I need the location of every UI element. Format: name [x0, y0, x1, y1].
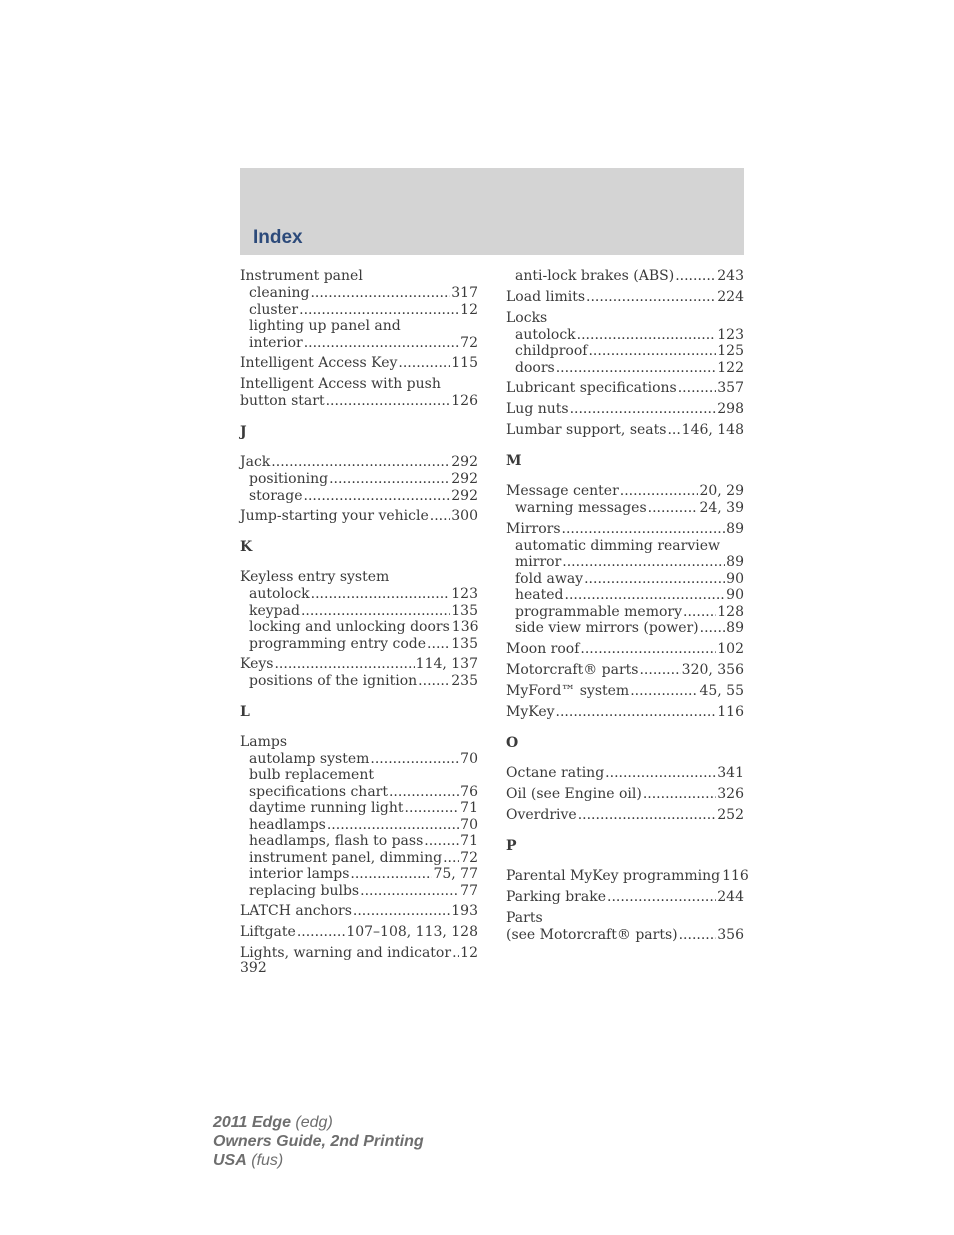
dot-leader: [678, 380, 717, 397]
dot-leader: [327, 817, 459, 834]
dot-leader: [605, 765, 716, 782]
index-page-ref: 12: [460, 945, 478, 961]
index-column-left: [240, 268, 478, 962]
index-entry-label: Intelligent Access Key: [240, 355, 398, 371]
index-page-ref: 292: [451, 471, 478, 487]
index-entry: [506, 867, 749, 885]
index-entry-label: lighting up panel and: [249, 318, 401, 334]
index-page-ref: 20, 29: [699, 483, 744, 499]
index-subentry: [240, 784, 478, 801]
index-letter-heading: K: [240, 539, 253, 555]
footer-model-code: (edg): [295, 1114, 333, 1131]
index-subentry: [240, 673, 478, 690]
index-letter-heading: J: [240, 424, 247, 440]
dot-leader: [562, 521, 726, 538]
index-entry-label: fold away: [515, 570, 584, 587]
index-entry-label: Message center: [506, 483, 619, 499]
index-entry-label: interior: [249, 334, 303, 351]
footer-line-2: [213, 1132, 424, 1151]
index-subentry: [240, 636, 478, 653]
index-entry-label: headlamps, flash to pass: [249, 833, 424, 849]
dot-leader: [353, 903, 450, 920]
footer-line-1: [213, 1113, 424, 1132]
index-page-ref: 102: [717, 640, 744, 657]
index-page-ref: 70: [460, 816, 478, 833]
index-entry-label: button start: [240, 393, 325, 409]
dot-leader: [271, 454, 450, 471]
index-entry: [240, 508, 478, 525]
index-entry-label: automatic dimming rearview: [515, 537, 721, 554]
index-page-ref: 45, 55: [699, 682, 744, 699]
dot-leader: [580, 641, 716, 658]
dot-leader: [565, 587, 726, 604]
footer-line-3: [213, 1151, 424, 1170]
index-entry: [506, 662, 744, 679]
index-entry-label: Mirrors: [506, 520, 561, 537]
index-page-ref: 70: [460, 750, 478, 767]
index-subentry: [240, 285, 478, 302]
index-page-ref: 123: [451, 586, 478, 602]
index-entry-label: cluster: [249, 301, 299, 318]
index-entry-label: Octane rating: [506, 764, 605, 781]
index-entry-label: MyKey: [506, 703, 555, 720]
index-entry-heading: Instrument panel: [240, 268, 363, 284]
index-subentry: [240, 586, 478, 603]
index-entry-label: headlamps: [249, 816, 326, 833]
index-subentry: [240, 603, 478, 620]
index-entry-label: Load limits: [506, 288, 586, 305]
index-entry-label: childproof: [515, 343, 588, 359]
index-subentry-line: [240, 767, 478, 784]
index-subentry: [240, 850, 478, 867]
index-subentry: [506, 343, 744, 360]
index-entry-label: side view mirrors (power): [515, 620, 699, 636]
dot-leader: [301, 603, 450, 620]
index-entry: [240, 656, 478, 673]
index-page-ref: 107–108, 113, 128: [346, 924, 478, 940]
index-entry-heading: Parts: [506, 909, 543, 926]
index-page-ref: 292: [451, 454, 478, 470]
index-page-ref: 89: [726, 620, 744, 636]
index-entry-label: doors: [515, 359, 555, 376]
index-entry: [506, 683, 744, 700]
index-page-ref: 125: [717, 343, 744, 359]
dot-leader: [700, 620, 726, 637]
index-entry: [506, 704, 744, 721]
index-entry: [506, 807, 744, 824]
index-entry-label: daytime running light: [249, 800, 404, 816]
index-entry: [506, 521, 744, 538]
index-page-ref: 243: [717, 268, 744, 284]
index-entry-label: Moon roof: [506, 640, 580, 657]
index-page-ref: 71: [460, 800, 478, 816]
index-entry-label: MyFord™ system: [506, 682, 630, 699]
index-entry: [240, 945, 478, 962]
index-subentry: [506, 554, 744, 571]
footer-market: USA: [213, 1152, 247, 1169]
index-entry-label: instrument panel, dimming: [249, 849, 443, 866]
index-entry-label: keypad: [249, 602, 300, 619]
index-subentry: [506, 327, 744, 344]
index-entry-label: replacing bulbs: [249, 882, 360, 899]
index-page-ref: 244: [717, 888, 744, 905]
index-subentry: [240, 302, 478, 319]
dot-leader: [310, 285, 450, 302]
index-page-ref: 115: [451, 355, 478, 371]
index-subentry: [506, 360, 744, 377]
index-entry-label: positions of the ignition: [249, 673, 418, 689]
index-letter-heading: M: [506, 453, 522, 469]
index-page-ref: 317: [451, 285, 478, 301]
index-letter-heading: L: [240, 703, 250, 720]
index-entry-label: Liftgate: [240, 924, 296, 940]
index-entry: [506, 786, 744, 803]
dot-leader: [577, 327, 717, 344]
index-page-ref: 75, 77: [433, 866, 478, 882]
index-entry: [240, 924, 478, 941]
index-subentry: [506, 571, 744, 588]
index-entry-label: Motorcraft® parts: [506, 661, 639, 678]
index-page-ref: 89: [726, 554, 744, 570]
index-entry-label: Jump-starting your vehicle: [240, 508, 429, 524]
index-entry: [240, 393, 478, 410]
index-letter-heading: P: [506, 837, 517, 854]
index-entry-label: Jack: [240, 454, 271, 470]
dot-leader: [329, 471, 450, 488]
index-entry-label: Lights, warning and indicator: [240, 945, 452, 961]
index-entry-heading: Keyless entry system: [240, 569, 390, 585]
dot-leader: [620, 483, 699, 500]
dot-leader: [297, 924, 346, 941]
index-subentry: [240, 883, 478, 900]
index-page-ref: 89: [726, 520, 744, 537]
index-entry: [240, 355, 478, 372]
dot-leader: [398, 355, 450, 372]
index-subentry-line: [240, 318, 478, 335]
index-page-ref: 71: [460, 833, 478, 849]
index-subentry: [506, 620, 744, 637]
dot-leader: [299, 302, 459, 319]
dot-leader: [556, 360, 717, 377]
index-entry-label: Lubricant specifications: [506, 380, 677, 396]
index-entry: [506, 483, 744, 500]
index-page-ref: 72: [460, 334, 478, 351]
dot-leader: [418, 673, 450, 690]
index-entry-label: heated: [515, 587, 564, 603]
footer: [213, 1113, 424, 1170]
index-page-ref: 123: [717, 326, 744, 343]
index-page-ref: 114, 137: [415, 656, 478, 672]
index-entry-label: mirror: [515, 554, 562, 570]
index-subentry: [506, 500, 744, 517]
index-page-ref: 126: [451, 393, 478, 409]
index-subentry: [240, 751, 478, 768]
dot-leader: [648, 500, 699, 517]
dot-leader: [405, 800, 460, 817]
index-entry-label: Overdrive: [506, 806, 577, 823]
dot-leader: [570, 401, 717, 418]
index-subentry: [240, 488, 478, 505]
dot-leader: [370, 751, 459, 768]
dot-leader: [389, 784, 459, 801]
index-letter-heading: O: [506, 734, 519, 751]
index-entry-label: storage: [249, 487, 303, 504]
index-entry-label: interior lamps: [249, 866, 350, 882]
dot-leader: [304, 488, 451, 505]
dot-leader: [607, 889, 716, 906]
index-entry-label: locking and unlocking doors: [249, 619, 450, 635]
dot-leader: [326, 393, 451, 410]
index-entry: [506, 889, 744, 906]
index-entry-label: programming entry code: [249, 635, 427, 652]
index-page-ref: 356: [717, 926, 744, 943]
index-entry-label: LATCH anchors: [240, 903, 352, 919]
index-subentry: [240, 817, 478, 834]
index-page-ref: 224: [717, 288, 744, 305]
index-entry: [506, 401, 744, 418]
index-entry-label: warning messages: [515, 500, 647, 516]
dot-leader: [578, 807, 717, 824]
index-page-ref: 298: [717, 401, 744, 417]
index-entry-label: specifications chart: [249, 783, 388, 800]
index-entry-label: Lumbar support, seats: [506, 422, 667, 438]
index-entry-label: bulb replacement: [249, 767, 374, 783]
index-entry-label: autolamp system: [249, 750, 370, 767]
dot-leader: [639, 662, 680, 679]
index-entry-label: Oil (see Engine oil): [506, 785, 642, 802]
index-entry-label: anti-lock brakes (ABS): [515, 268, 675, 284]
dot-leader: [311, 586, 451, 603]
index-page-ref: 357: [717, 380, 744, 396]
dot-leader: [274, 656, 414, 673]
index-page-ref: 146, 148: [681, 422, 744, 438]
index-subentry: [240, 619, 478, 636]
index-page-ref: 72: [460, 849, 478, 866]
index-entry-label: Keys: [240, 656, 274, 672]
index-subentry: [240, 800, 478, 817]
dot-leader: [452, 945, 459, 962]
dot-leader: [679, 927, 717, 944]
index-subentry: [240, 833, 478, 850]
index-page-ref: 77: [460, 882, 478, 899]
dot-leader: [584, 571, 725, 588]
footer-model: 2011 Edge: [213, 1114, 291, 1131]
dot-leader: [588, 343, 716, 360]
index-page-ref: 300: [451, 508, 478, 524]
index-page-ref: 76: [460, 783, 478, 800]
index-entry-label: Parking brake: [506, 888, 606, 905]
index-header-band: [240, 168, 744, 255]
dot-leader: [350, 866, 432, 883]
index-entry-label: Parental MyKey programming: [506, 867, 721, 884]
dot-leader: [630, 683, 698, 700]
index-page-ref: 292: [451, 487, 478, 504]
footer-market-code: (fus): [251, 1152, 284, 1169]
index-page-ref: 116: [722, 867, 749, 884]
index-entry-label: autolock: [515, 326, 576, 343]
dot-leader: [443, 850, 459, 867]
index-entry: [240, 454, 478, 471]
index-entry-label: cleaning: [249, 285, 310, 301]
index-entry-heading: Locks: [506, 309, 548, 326]
index-page-ref: 135: [451, 635, 478, 652]
index-page-ref: 135: [451, 602, 478, 619]
dot-leader: [430, 508, 450, 525]
index-column-right: [506, 268, 749, 944]
index-page-ref: 90: [726, 587, 744, 603]
index-entry-label: programmable memory: [515, 603, 683, 620]
dot-leader: [424, 833, 459, 850]
index-page-ref: 90: [726, 570, 744, 587]
index-page-ref: 235: [451, 673, 478, 689]
index-entry: [506, 422, 744, 439]
index-entry: [506, 641, 744, 658]
index-entry: [506, 289, 744, 306]
index-entry-label: positioning: [249, 471, 329, 487]
dot-leader: [562, 554, 725, 571]
index-page-ref: 24, 39: [699, 500, 744, 516]
index-page-ref: 341: [717, 764, 744, 781]
index-subentry: [240, 335, 478, 352]
index-page-ref: 12: [460, 301, 478, 318]
index-page-ref: 326: [717, 785, 744, 802]
dot-leader: [643, 786, 716, 803]
index-entry: [240, 903, 478, 920]
index-entry-label: Lug nuts: [506, 401, 569, 417]
index-subentry: [240, 866, 478, 883]
index-subentry: [506, 587, 744, 604]
index-entry-heading: Intelligent Access with push: [240, 376, 441, 392]
index-page-ref: 116: [717, 703, 744, 720]
dot-leader: [304, 335, 459, 352]
dot-leader: [667, 422, 680, 439]
page-number: 392: [240, 960, 267, 976]
index-page-ref: 122: [717, 359, 744, 376]
footer-edition: Owners Guide, 2nd Printing: [213, 1133, 424, 1150]
index-entry-heading: Lamps: [240, 733, 288, 750]
index-subentry: [240, 471, 478, 488]
index-page-ref: 320, 356: [681, 661, 744, 678]
index-entry-label: (see Motorcraft® parts): [506, 926, 678, 943]
index-entry: [506, 927, 744, 944]
index-subentry: [506, 604, 744, 621]
index-entry: [506, 380, 744, 397]
index-entry-label: autolock: [249, 586, 310, 602]
dot-leader: [586, 289, 716, 306]
dot-leader: [675, 268, 716, 285]
index-page-ref: 252: [717, 806, 744, 823]
page-title: Index: [253, 227, 303, 248]
dot-leader: [360, 883, 459, 900]
index-page-ref: 193: [451, 903, 478, 919]
dot-leader: [556, 704, 717, 721]
index-subentry: [506, 268, 744, 285]
index-page-ref: 128: [717, 603, 744, 620]
index-page-ref: 136: [451, 619, 479, 635]
dot-leader: [427, 636, 450, 653]
index-entry: [506, 765, 744, 782]
dot-leader: [683, 604, 716, 621]
index-subentry-line: [506, 538, 744, 555]
